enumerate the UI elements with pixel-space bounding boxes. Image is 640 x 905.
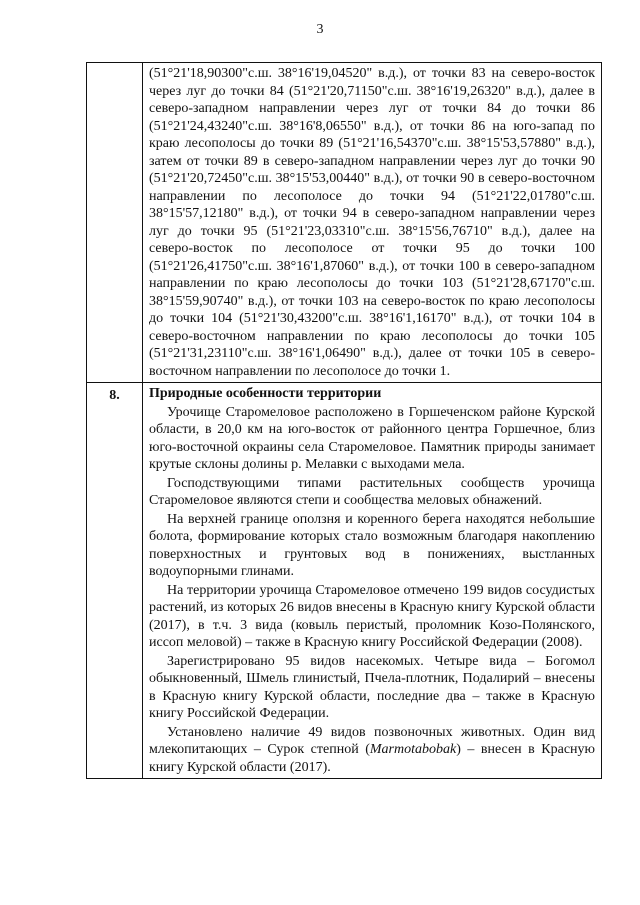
section-title: Природные особенности территории [149,386,382,401]
document-table [86,62,602,779]
row-number-cell: 8. [87,383,143,779]
latin-species-name: Marmotabobak [369,742,457,757]
paragraph: На территории урочища Старомеловое отмечено 199 видов сосудистых растений, из которых 26 видов внесены в Красную книгу Курской области (2017), в т.ч. 3 вида (ковыль перистый, проломник Козо-Полянского, иссоп меловой) – также в Красную книгу Российской Федерации (2008). [149,582,595,650]
natural-features-cell [143,383,602,779]
table-row [87,63,602,383]
boundary-description-text: (51°21'18,90300"с.ш. 38°16'19,04520" в.д.), от точки 83 на северо-восток через луг до точки 84 (51°21'20,71150"с.ш. 38°16'19,26320" в.д.), далее в северо-западном направлении через луг от точки 84 до точки 86 (51°21'24,43240"с.ш. 38°16'8,06550" в.д.), от точки 86 на юго-запад по краю лесополосы до точки 89 (51°21'16,54370"с.ш. 38°15'53,57880" в.д.), затем от точки 89 в северо-западном направлении через луг до точки 90 (51°21'20,72450"с.ш. 38°15'53,00440" в.д.), от точки 90 в северо-восточном направлении по лесополосе до точки 94 (51°21'22,01780"с.ш. 38°15'57,12180" в.д.), от точки 94 в северо-западном направлении через луг до точки 95 (51°21'23,03310"с.ш. 38°15'56,76710" в.д.), далее на северо-восток по лесополосе от точки 95 до точки 100 (51°21'26,41750"с.ш. 38°16'1,87060" в.д.), от точки 100 в северо-западном направлении по краю лесополосы до точки 103 (51°21'28,67170"с.ш. 38°15'59,90740" в.д.), от точки 103 на северо-восток по краю лесополосы до точки 104 (51°21'30,43200"с.ш. 38°16'1,16170" в.д.), от точки 104 в северо-восточном направлении по краю лесополосы до точки 105 (51°21'31,23110"с.ш. 38°16'1,06490" в.д.), далее от точки 105 в северо-восточном направлении по лесополосе до точки 1. [149,66,595,379]
page-number: 3 [316,22,324,37]
table-row [87,383,602,779]
paragraph-text: ) – внесен в Красную книгу Курской области (2017). [149,742,595,775]
paragraph-text: Установлено наличие 49 видов позвоночных животных. Один вид млекопитающих – Сурок степной ( [149,724,595,757]
boundary-description-cell [143,63,602,383]
paragraph: Господствующими типами растительных сообществ урочища Старомеловое являются степи и сообщества меловых обнажений. [149,475,595,508]
paragraph: Зарегистрировано 95 видов насекомых. Четыре вида – Богомол обыкновенный, Шмель глинистый, Пчела-плотник, Подалирий – внесены в Красную книгу Курской области, последние два – также в Красную книгу Российской Федерации. [149,653,595,721]
paragraph: Урочище Старомеловое расположено в Горшеченском районе Курской области, в 20,0 км на юго-восток от районного центра Горшечное, близ юго-восточной окраины села Старомеловое. Памятник природы занимает крутые склоны долины р. Мелавки с выходами мела. [149,404,595,472]
paragraph: На верхней границе оползня и коренного берега находятся небольшие болота, формирование которых стало возможным благодаря накоплению поверхностных и грунтовых вод в понижениях, выстланных водоупорными глинами. [149,511,595,579]
row-number-cell [87,63,143,383]
paragraph-last [149,724,595,777]
